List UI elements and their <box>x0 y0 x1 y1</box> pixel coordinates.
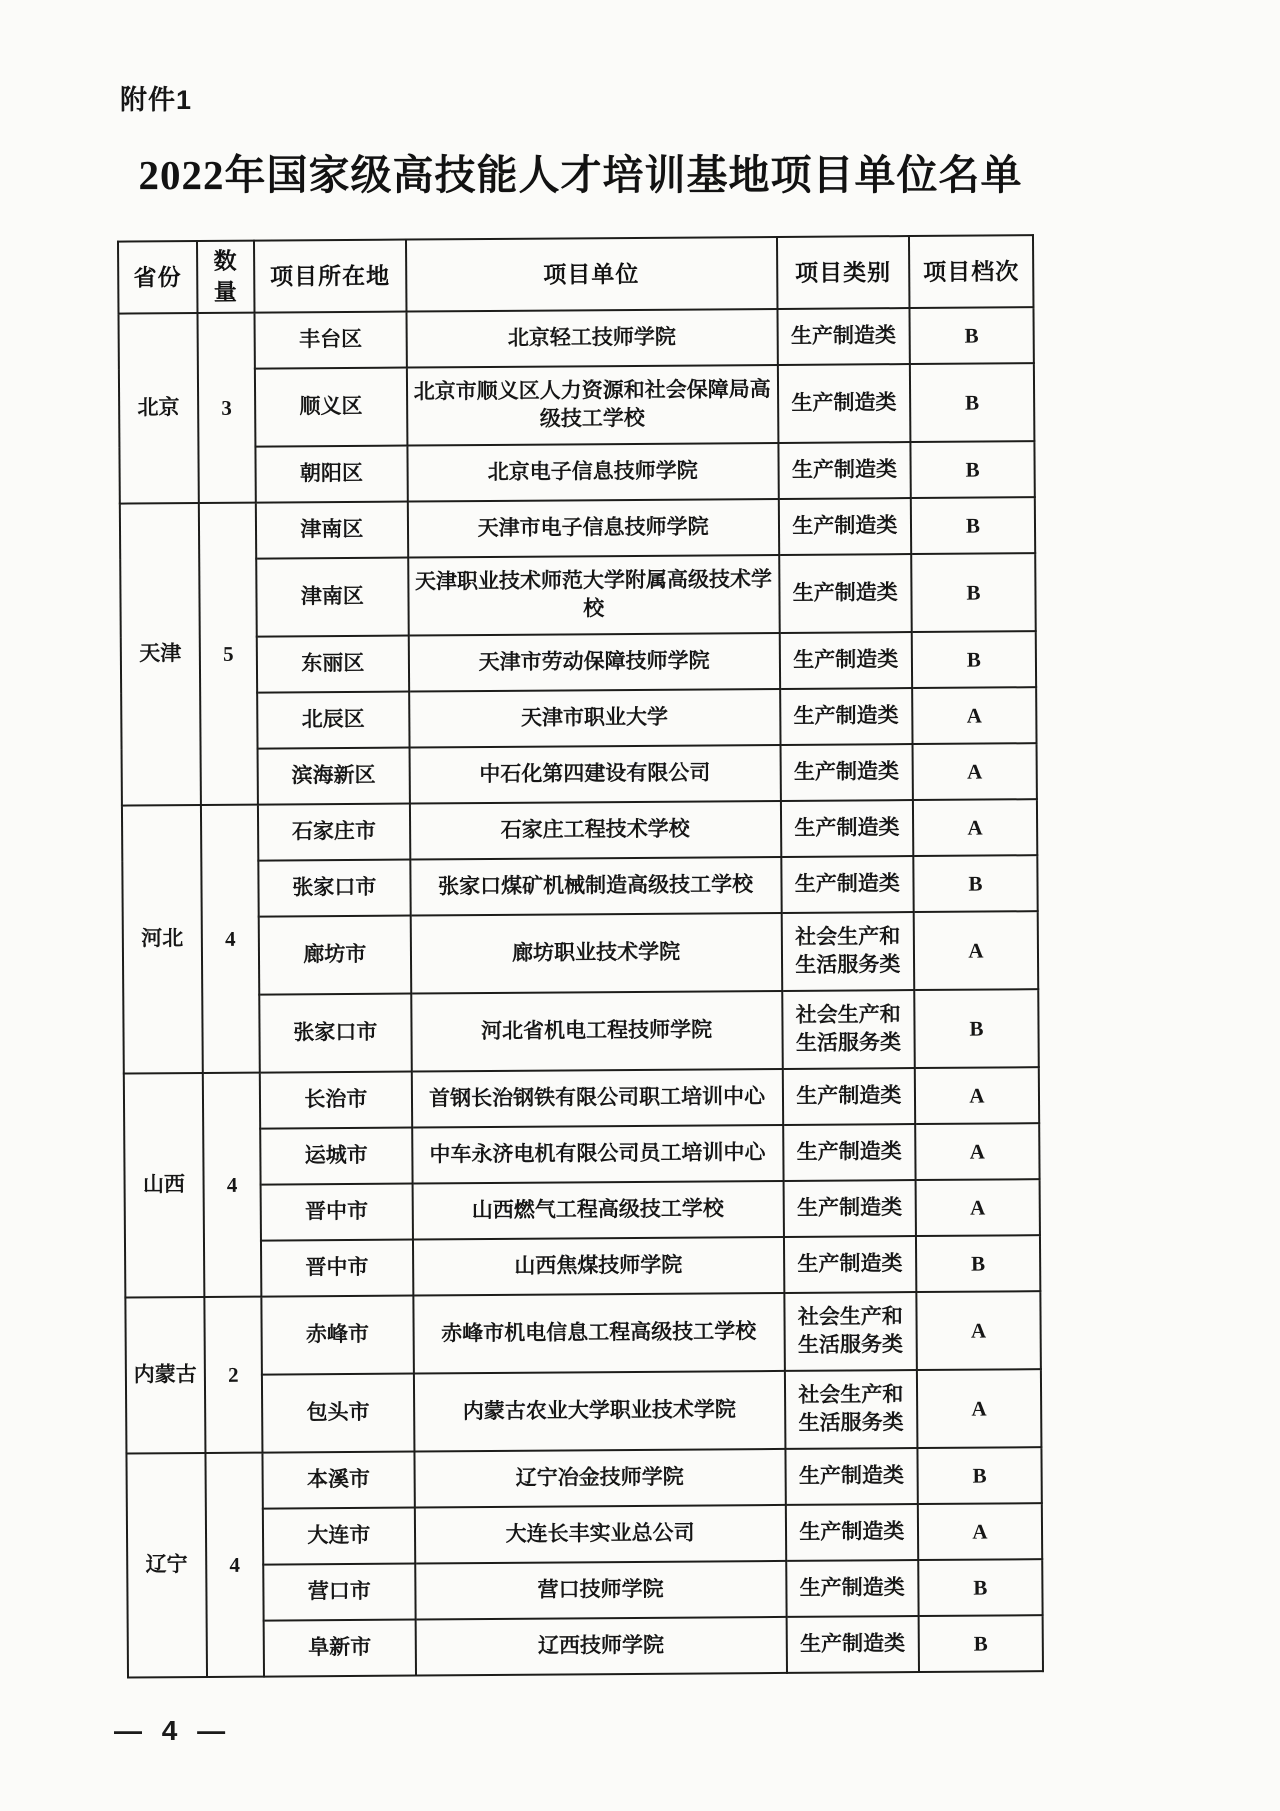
location-cell: 包头市 <box>262 1374 414 1453</box>
grade-cell: B <box>918 1559 1043 1616</box>
unit-cell: 辽西技师学院 <box>415 1617 787 1676</box>
table-row <box>123 989 1039 1073</box>
table-row <box>125 1235 1040 1297</box>
document-page <box>122 0 1039 1676</box>
location-cell: 运城市 <box>260 1128 412 1185</box>
category-cell: 社会生产和生活服务类 <box>784 1292 917 1371</box>
location-cell: 朝阳区 <box>256 446 408 503</box>
category-cell: 生产制造类 <box>783 1124 916 1181</box>
location-cell: 北辰区 <box>257 692 409 749</box>
grade-cell: B <box>913 855 1038 912</box>
province-cell: 辽宁 <box>126 1453 206 1678</box>
unit-cell: 内蒙古农业大学职业技术学院 <box>413 1371 785 1452</box>
category-cell: 社会生产和生活服务类 <box>782 990 915 1069</box>
grade-cell: A <box>916 1291 1041 1370</box>
table-row <box>121 631 1036 693</box>
table-row <box>128 1615 1043 1677</box>
location-cell: 张家口市 <box>259 860 411 917</box>
col-header-grade: 项目档次 <box>909 235 1034 308</box>
location-cell: 丰台区 <box>255 312 407 369</box>
unit-cell: 中石化第四建设有限公司 <box>409 745 781 804</box>
category-cell: 生产制造类 <box>781 856 914 913</box>
col-header-unit: 项目单位 <box>405 237 777 312</box>
category-cell: 生产制造类 <box>779 498 912 555</box>
location-cell: 滨海新区 <box>258 748 410 805</box>
unit-cell: 天津职业技术师范大学附属高级技术学校 <box>408 555 780 636</box>
location-cell: 阜新市 <box>264 1620 416 1677</box>
grade-cell: A <box>915 1123 1040 1180</box>
table-row <box>119 363 1035 447</box>
table-row <box>126 1447 1041 1509</box>
grade-cell: B <box>911 553 1036 632</box>
grade-cell: B <box>910 441 1035 498</box>
table-row <box>125 1179 1040 1241</box>
unit-cell: 中车永济电机有限公司员工培训中心 <box>412 1125 784 1184</box>
grade-cell: B <box>910 363 1035 442</box>
unit-cell: 首钢长治钢铁有限公司职工培训中心 <box>411 1069 783 1128</box>
grade-cell: A <box>912 743 1037 800</box>
location-cell: 津南区 <box>256 558 408 637</box>
category-cell: 生产制造类 <box>778 442 911 499</box>
count-cell: 4 <box>201 805 260 1073</box>
location-cell: 顺义区 <box>255 368 407 447</box>
table-row <box>122 799 1037 861</box>
unit-cell: 大连长丰实业总公司 <box>414 1505 786 1564</box>
grade-cell: A <box>915 1067 1040 1124</box>
category-cell: 社会生产和生活服务类 <box>781 912 914 991</box>
unit-cell: 辽宁冶金技师学院 <box>414 1449 786 1508</box>
col-header-category: 项目类别 <box>777 236 910 309</box>
table-row <box>119 441 1034 503</box>
location-cell: 张家口市 <box>259 994 411 1073</box>
unit-cell: 天津市职业大学 <box>409 689 781 748</box>
count-cell: 2 <box>204 1297 263 1453</box>
table-row <box>124 1123 1039 1185</box>
location-cell: 赤峰市 <box>262 1296 414 1375</box>
unit-cell: 天津市劳动保障技师学院 <box>408 633 780 692</box>
grade-cell: A <box>918 1503 1043 1560</box>
training-base-table <box>117 234 1044 1678</box>
location-cell: 晋中市 <box>261 1240 413 1297</box>
table-row <box>118 307 1033 369</box>
table-row <box>122 855 1037 917</box>
table-header-row <box>118 235 1033 313</box>
location-cell: 东丽区 <box>257 636 409 693</box>
unit-cell: 石家庄工程技术学校 <box>409 801 781 860</box>
unit-cell: 北京市顺义区人力资源和社会保障局高级技工学校 <box>406 365 778 446</box>
table-row <box>127 1559 1042 1621</box>
category-cell: 生产制造类 <box>783 1068 916 1125</box>
location-cell: 晋中市 <box>261 1184 413 1241</box>
count-cell: 4 <box>202 1073 261 1297</box>
unit-cell: 北京电子信息技师学院 <box>407 443 779 502</box>
grade-cell: A <box>913 799 1038 856</box>
grade-cell: B <box>918 1615 1043 1672</box>
grade-cell: A <box>912 687 1037 744</box>
unit-cell: 山西焦煤技师学院 <box>412 1237 784 1296</box>
location-cell: 廊坊市 <box>259 916 411 995</box>
grade-cell: A <box>914 911 1039 990</box>
category-cell: 生产制造类 <box>779 632 912 689</box>
unit-cell: 河北省机电工程技师学院 <box>411 991 783 1072</box>
unit-cell: 营口技师学院 <box>415 1561 787 1620</box>
table-row <box>125 1291 1041 1375</box>
table-row <box>120 553 1036 637</box>
unit-cell: 北京轻工技师学院 <box>406 309 778 368</box>
category-cell: 生产制造类 <box>778 364 911 443</box>
category-cell: 生产制造类 <box>777 308 910 365</box>
unit-cell: 廊坊职业技术学院 <box>410 913 782 994</box>
location-cell: 大连市 <box>263 1508 415 1565</box>
category-cell: 生产制造类 <box>784 1236 917 1293</box>
province-cell: 内蒙古 <box>125 1297 205 1454</box>
document-title: 2022年国家级高技能人才培训基地项目单位名单 <box>138 152 1023 198</box>
count-cell: 3 <box>197 313 256 503</box>
unit-cell: 赤峰市机电信息工程高级技工学校 <box>413 1293 785 1374</box>
category-cell: 生产制造类 <box>786 1560 919 1617</box>
table-row <box>124 1067 1039 1129</box>
province-cell: 北京 <box>118 313 198 504</box>
attachment-label: 附件1 <box>120 85 193 115</box>
category-cell: 生产制造类 <box>783 1180 916 1237</box>
unit-cell: 张家口煤矿机械制造高级技工学校 <box>410 857 782 916</box>
count-cell: 5 <box>199 503 259 805</box>
grade-cell: B <box>912 631 1037 688</box>
count-cell: 4 <box>205 1453 264 1677</box>
location-cell: 石家庄市 <box>258 804 410 861</box>
category-cell: 生产制造类 <box>780 744 913 801</box>
table-row <box>121 687 1036 749</box>
unit-cell: 山西燃气工程高级技工学校 <box>412 1181 784 1240</box>
location-cell: 本溪市 <box>263 1452 415 1509</box>
location-cell: 长治市 <box>260 1072 412 1129</box>
category-cell: 生产制造类 <box>781 800 914 857</box>
grade-cell: B <box>917 1447 1042 1504</box>
grade-cell: B <box>914 989 1039 1068</box>
col-header-province: 省份 <box>118 241 197 314</box>
grade-cell: B <box>909 307 1034 364</box>
category-cell: 生产制造类 <box>780 688 913 745</box>
location-cell: 津南区 <box>256 502 408 559</box>
table-row <box>120 497 1035 559</box>
col-header-location: 项目所在地 <box>254 240 406 313</box>
col-header-count: 数量 <box>197 241 255 313</box>
grade-cell: B <box>911 497 1036 554</box>
table-row <box>127 1503 1042 1565</box>
unit-cell: 天津市电子信息技师学院 <box>407 499 779 558</box>
grade-cell: B <box>916 1235 1041 1292</box>
table-row <box>126 1369 1042 1453</box>
province-cell: 山西 <box>124 1073 204 1298</box>
grade-cell: A <box>915 1179 1040 1236</box>
category-cell: 生产制造类 <box>785 1448 918 1505</box>
category-cell: 生产制造类 <box>786 1616 919 1673</box>
table-row <box>123 911 1039 995</box>
grade-cell: A <box>917 1369 1042 1448</box>
table-row <box>122 743 1037 805</box>
category-cell: 社会生产和生活服务类 <box>785 1370 918 1449</box>
province-cell: 河北 <box>122 805 203 1074</box>
category-cell: 生产制造类 <box>786 1504 919 1561</box>
page-number: — 4 — <box>114 1715 232 1746</box>
category-cell: 生产制造类 <box>779 554 912 633</box>
location-cell: 营口市 <box>263 1564 415 1621</box>
province-cell: 天津 <box>120 503 201 806</box>
